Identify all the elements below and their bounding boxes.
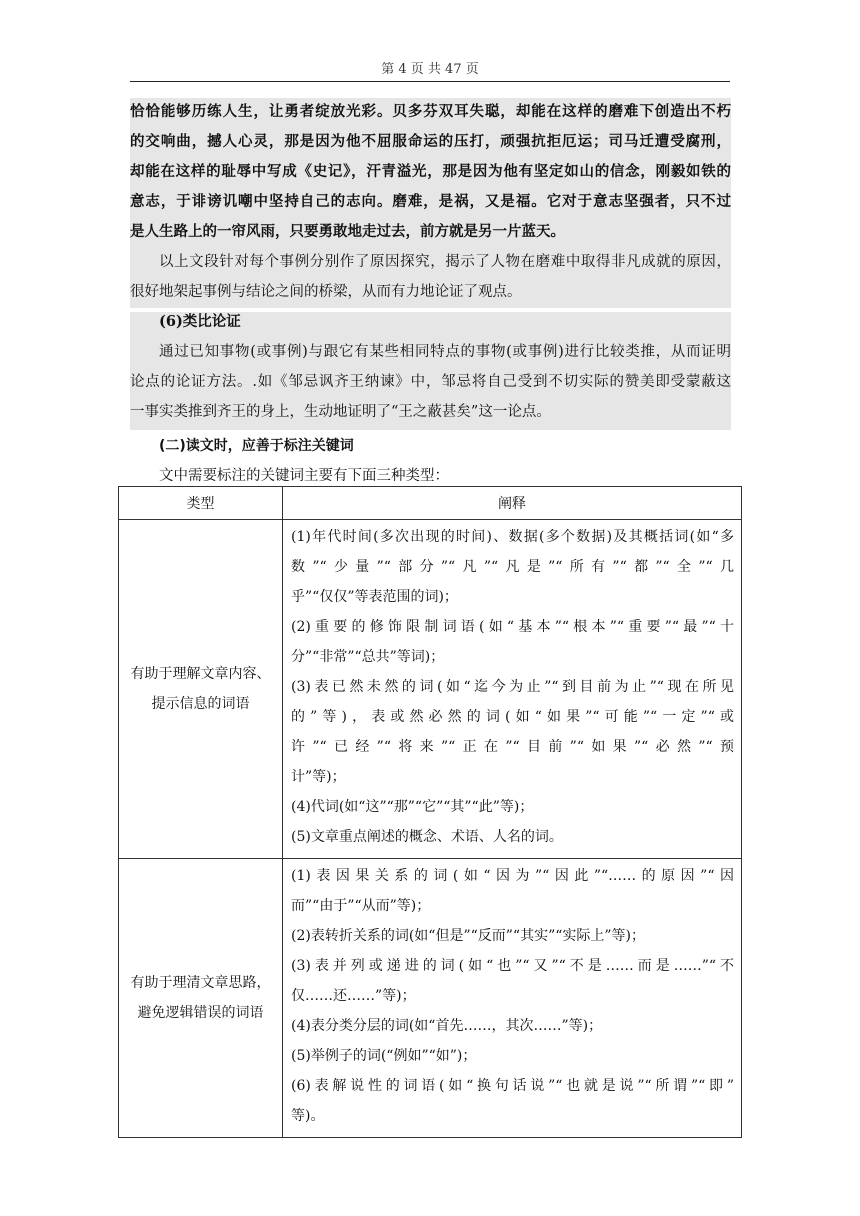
keyword-types-table	[118, 486, 742, 1138]
explanation-line: (1)年代时间(多次出现的时间)、数据(多个数据)及其概括词(如“多	[291, 529, 734, 545]
type-cell	[119, 520, 283, 859]
analogy-paragraph	[130, 337, 731, 427]
type-label-line: 有助于理清文章思路，	[130, 975, 271, 991]
type-cell	[119, 859, 283, 1138]
explanation-line: (3)表已然未然的词(如“迄今为止”“到目前为止”“现在所见	[291, 679, 734, 695]
table-row	[119, 520, 742, 859]
column-header-type: 类型	[119, 487, 283, 520]
explanation-line: 计”等)；	[291, 769, 346, 785]
passage-line: 却能在这样的耻辱中写成《史记》，汗青溢光，那是因为他有坚定如山的信念，刚毅如铁的	[130, 163, 731, 180]
table-row	[119, 859, 742, 1138]
explanation-line: (5)举例子的词(“例如”“如”)；	[291, 1048, 477, 1064]
explanation-line: (5)文章重点阐述的概念、术语、人名的词。	[291, 829, 563, 845]
explanation-line: (6)表解说性的词语(如“换句话说”“也就是说”“所谓”“即”	[291, 1078, 734, 1094]
section-heading-keywords: (二)读文时，应善于标注关键词	[159, 438, 354, 454]
analogy-line: 论点的论证方法。.如《邹忌讽齐王纳谏》中，邹忌将自己受到不切实际的赞美即受蒙蔽这	[130, 374, 731, 390]
passage-line: 是人生路上的一帘风雨，只要勇敢地走过去，前方就是另一片蓝天。	[130, 223, 565, 240]
explanation-line: 仅……还……”等)；	[291, 988, 416, 1004]
type-label-line: 有助于理解文章内容、	[130, 666, 271, 682]
explanation-line: 乎”“仅仅”等表范围的词)；	[291, 589, 458, 605]
example-passage	[130, 97, 731, 247]
passage-line: 恰恰能够历练人生，让勇者绽放光彩。贝多芬双耳失聪，却能在这样的磨难下创造出不朽	[130, 103, 731, 120]
explanation-line: (2)表转折关系的词(如“但是”“反而”“其实”“实际上”等)；	[291, 928, 646, 944]
analogy-line: 通过已知事物(或事例)与跟它有某些相同特点的事物(或事例)进行比较类推，从而证明	[159, 344, 731, 360]
explanation-line: (4)代词(如“这”“那”“它”“其”“此”等)；	[291, 799, 534, 815]
explanation-line: 的”等)，表或然必然的词(如“如果”“可能”“一定”“或	[291, 709, 734, 725]
explanation-line: (1)表因果关系的词(如“因为”“因此”“……的原因”“因	[291, 868, 734, 884]
keywords-intro: 文中需要标注的关键词主要有下面三种类型：	[159, 468, 449, 484]
explanation-line: (3)表并列或递进的词(如“也”“又”“不是……而是……”“不	[291, 958, 734, 974]
table-header-row	[119, 487, 742, 520]
explanation-line: 而”“由于”“从而”等)；	[291, 898, 431, 914]
analysis-line: 很好地架起事例与结论之间的桥梁，从而有力地论证了观点。	[130, 284, 522, 300]
page-number: 第 4 页 共 47 页	[381, 62, 479, 77]
explanation-cell	[283, 859, 742, 1138]
column-header-explanation: 阐释	[283, 487, 742, 520]
page-header	[130, 58, 730, 82]
explanation-line: 数”“少量”“部分”“凡”“凡是”“所有”“都”“全”“几	[291, 559, 734, 575]
passage-line: 的交响曲，撼人心灵，那是因为他不屈服命运的压打，顽强抗拒厄运；司马迁遭受腐刑，	[130, 133, 731, 150]
explanation-line: 许”“已经”“将来”“正在”“目前”“如果”“必然”“预	[291, 739, 734, 755]
explanation-line: 分”“非常”“总共”等词)；	[291, 649, 445, 665]
analogy-line: 一事实类推到齐王的身上，生动地证明了“王之蔽甚矣”这一论点。	[130, 404, 551, 420]
passage-line: 意志，于诽谤讥嘲中坚持自己的志向。磨难，是祸，又是福。它对于意志坚强者，只不过	[130, 193, 731, 210]
type-label-line: 避免逻辑错误的词语	[137, 1005, 264, 1021]
section-heading-analogy: (6)类比论证	[159, 313, 241, 330]
document-body	[130, 97, 731, 491]
explanation-line: (4)表分类分层的词(如“首先……，其次……”等)；	[291, 1018, 603, 1034]
explanation-line: 等)。	[291, 1108, 325, 1124]
explanation-cell	[283, 520, 742, 859]
analysis-line: 以上文段针对每个事例分别作了原因探究，揭示了人物在磨难中取得非凡成就的原因，	[159, 254, 731, 270]
type-label-line: 提示信息的词语	[151, 696, 250, 712]
explanation-line: (2)重要的修饰限制词语(如“基本”“根本”“重要”“最”“十	[291, 619, 734, 635]
analysis-paragraph	[130, 247, 731, 307]
